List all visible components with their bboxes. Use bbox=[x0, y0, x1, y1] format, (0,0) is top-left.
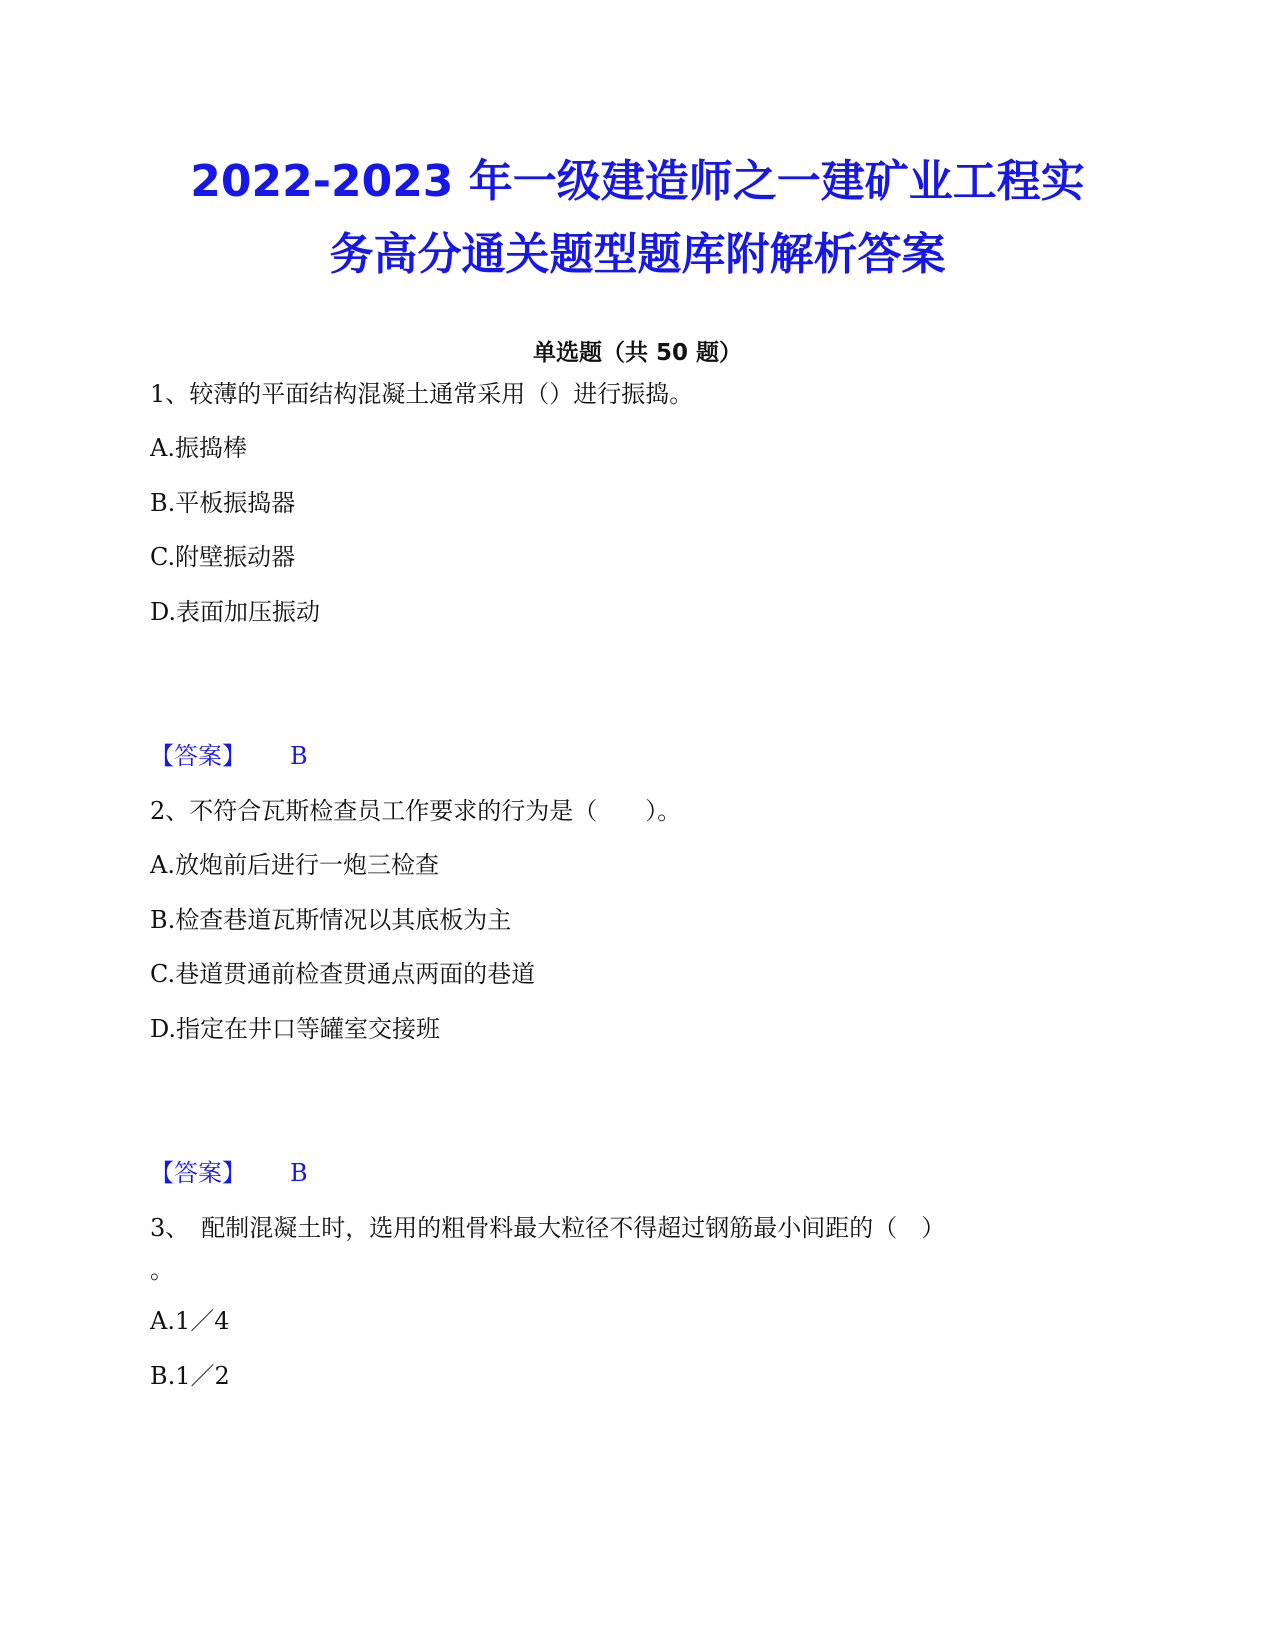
question-2-stem: 2、不符合瓦斯检查员工作要求的行为是（ ）。 bbox=[150, 797, 682, 825]
section-heading: 单选题（共 50 题） bbox=[532, 340, 743, 366]
question-1-stem: 1、较薄的平面结构混凝土通常采用（）进行振捣。 bbox=[150, 380, 694, 408]
question-3-stem-line-1: 3、 配制混凝土时，选用的粗骨料最大粒径不得超过钢筋最小间距的（ ） bbox=[150, 1214, 946, 1242]
question-3-option-b: B.1／2 bbox=[150, 1362, 230, 1390]
question-2-option-b: B.检查巷道瓦斯情况以其底板为主 bbox=[150, 906, 512, 934]
answer-label: 【答案】 bbox=[150, 742, 246, 770]
question-3-stem-line-2: 。 bbox=[150, 1256, 174, 1284]
question-2-option-d: D.指定在井口等罐室交接班 bbox=[150, 1015, 441, 1043]
question-1-option-b: B.平板振捣器 bbox=[150, 489, 296, 517]
answer-value: B bbox=[290, 1159, 308, 1187]
question-2-option-a: A.放炮前后进行一炮三检查 bbox=[150, 851, 439, 879]
question-2-option-c: C.巷道贯通前检查贯通点两面的巷道 bbox=[150, 960, 536, 988]
document-title-line-1: 2022-2023 年一级建造师之一建矿业工程实 bbox=[190, 156, 1085, 207]
question-2-answer bbox=[150, 1156, 308, 1190]
question-1-option-d: D.表面加压振动 bbox=[150, 598, 321, 626]
answer-label: 【答案】 bbox=[150, 1159, 246, 1187]
question-1-option-c: C.附壁振动器 bbox=[150, 543, 296, 571]
document-title-line-2: 务高分通关题型题库附解析答案 bbox=[329, 229, 946, 280]
question-1-option-a: A.振捣棒 bbox=[150, 434, 247, 462]
question-1-answer bbox=[150, 739, 308, 773]
answer-value: B bbox=[290, 742, 308, 770]
question-3-option-a: A.1／4 bbox=[150, 1307, 230, 1335]
